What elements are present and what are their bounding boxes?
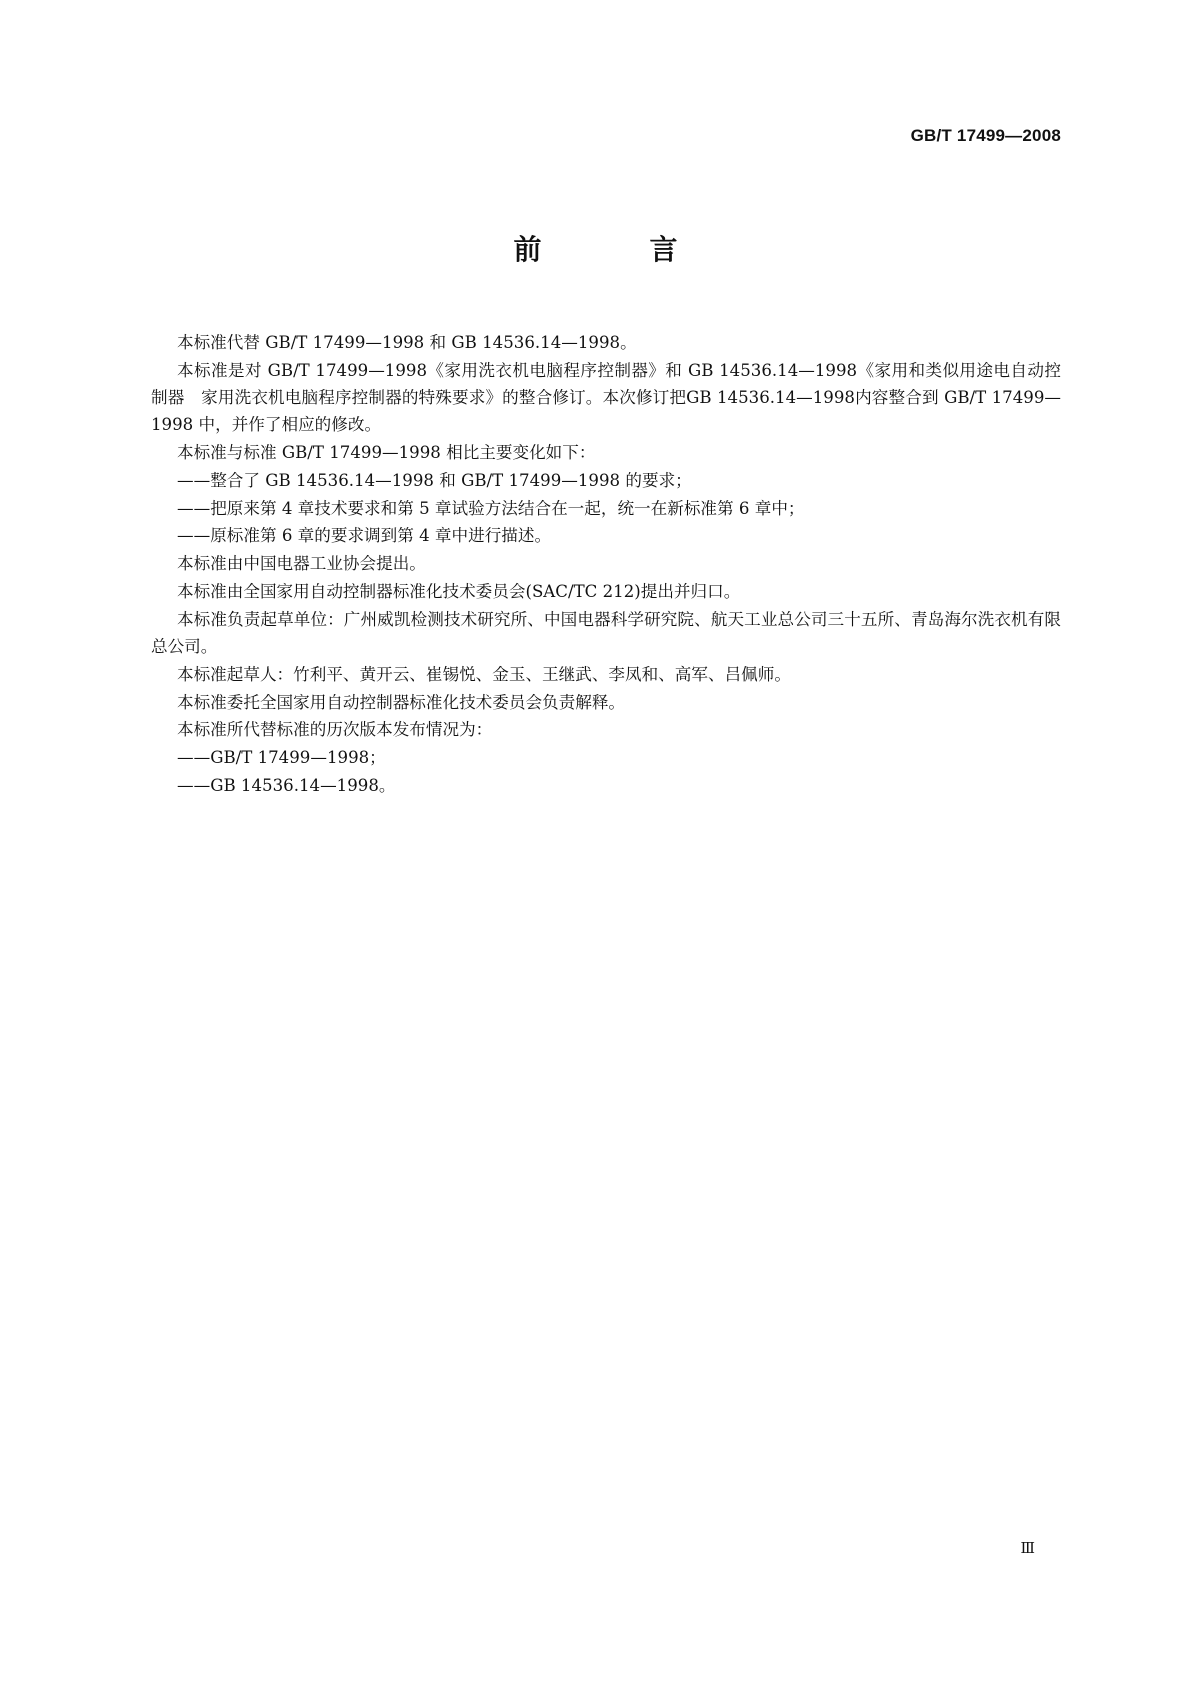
page-title: 前 言 (513, 233, 718, 266)
list-item-version-1: ——GB/T 17499—1998； (177, 748, 386, 768)
list-item-change-1: ——整合了 GB 14536.14—1998 和 GB/T 17499—1998 的要求； (177, 470, 692, 490)
document-body (151, 329, 1061, 800)
list-item-change-2: ——把原来第 4 章技术要求和第 5 章试验方法结合在一起，统一在新标准第 6 章中； (177, 498, 805, 518)
paragraph-changes-intro: 本标准与标准 GB/T 17499—1998 相比主要变化如下： (177, 443, 596, 462)
paragraph-drafting-units: 本标准负责起草单位：广州威凯检测技术研究所、中国电器科学研究院、航天工业总公司三十五所、青岛海尔洗衣机有限总公司。 (151, 609, 1061, 656)
paragraph-replaces: 本标准代替 GB/T 17499—1998 和 GB 14536.14—1998。 (177, 333, 637, 352)
paragraph-interpretation: 本标准委托全国家用自动控制器标准化技术委员会负责解释。 (177, 692, 626, 712)
paragraph-proposed-by: 本标准由中国电器工业协会提出。 (177, 554, 426, 574)
page-number: Ⅲ (1020, 1539, 1035, 1557)
paragraph-drafters: 本标准起草人：竹利平、黄开云、崔锡悦、金玉、王继武、李凤和、高军、吕佩师。 (177, 664, 791, 684)
paragraph-under-jurisdiction: 本标准由全国家用自动控制器标准化技术委员会(SAC/TC 212)提出并归口。 (177, 581, 741, 601)
paragraph-integration: 本标准是对 GB/T 17499—1998《家用洗衣机电脑程序控制器》和 GB 14536.14—1998《家用和类似用途电自动控制器 家用洗衣机电脑程序控制器的特殊要求》的整合修订。本次修订把GB 14536.14—1998内容整合到 GB/T 17499—1998 中，并作了相应的修改。 (151, 360, 1061, 435)
list-item-change-3: ——原标准第 6 章的要求调到第 4 章中进行描述。 (177, 526, 552, 546)
list-item-version-2: ——GB 14536.14—1998。 (177, 775, 396, 795)
paragraph-version-history: 本标准所代替标准的历次版本发布情况为： (177, 720, 493, 740)
standard-code: GB/T 17499—2008 (910, 126, 1061, 145)
